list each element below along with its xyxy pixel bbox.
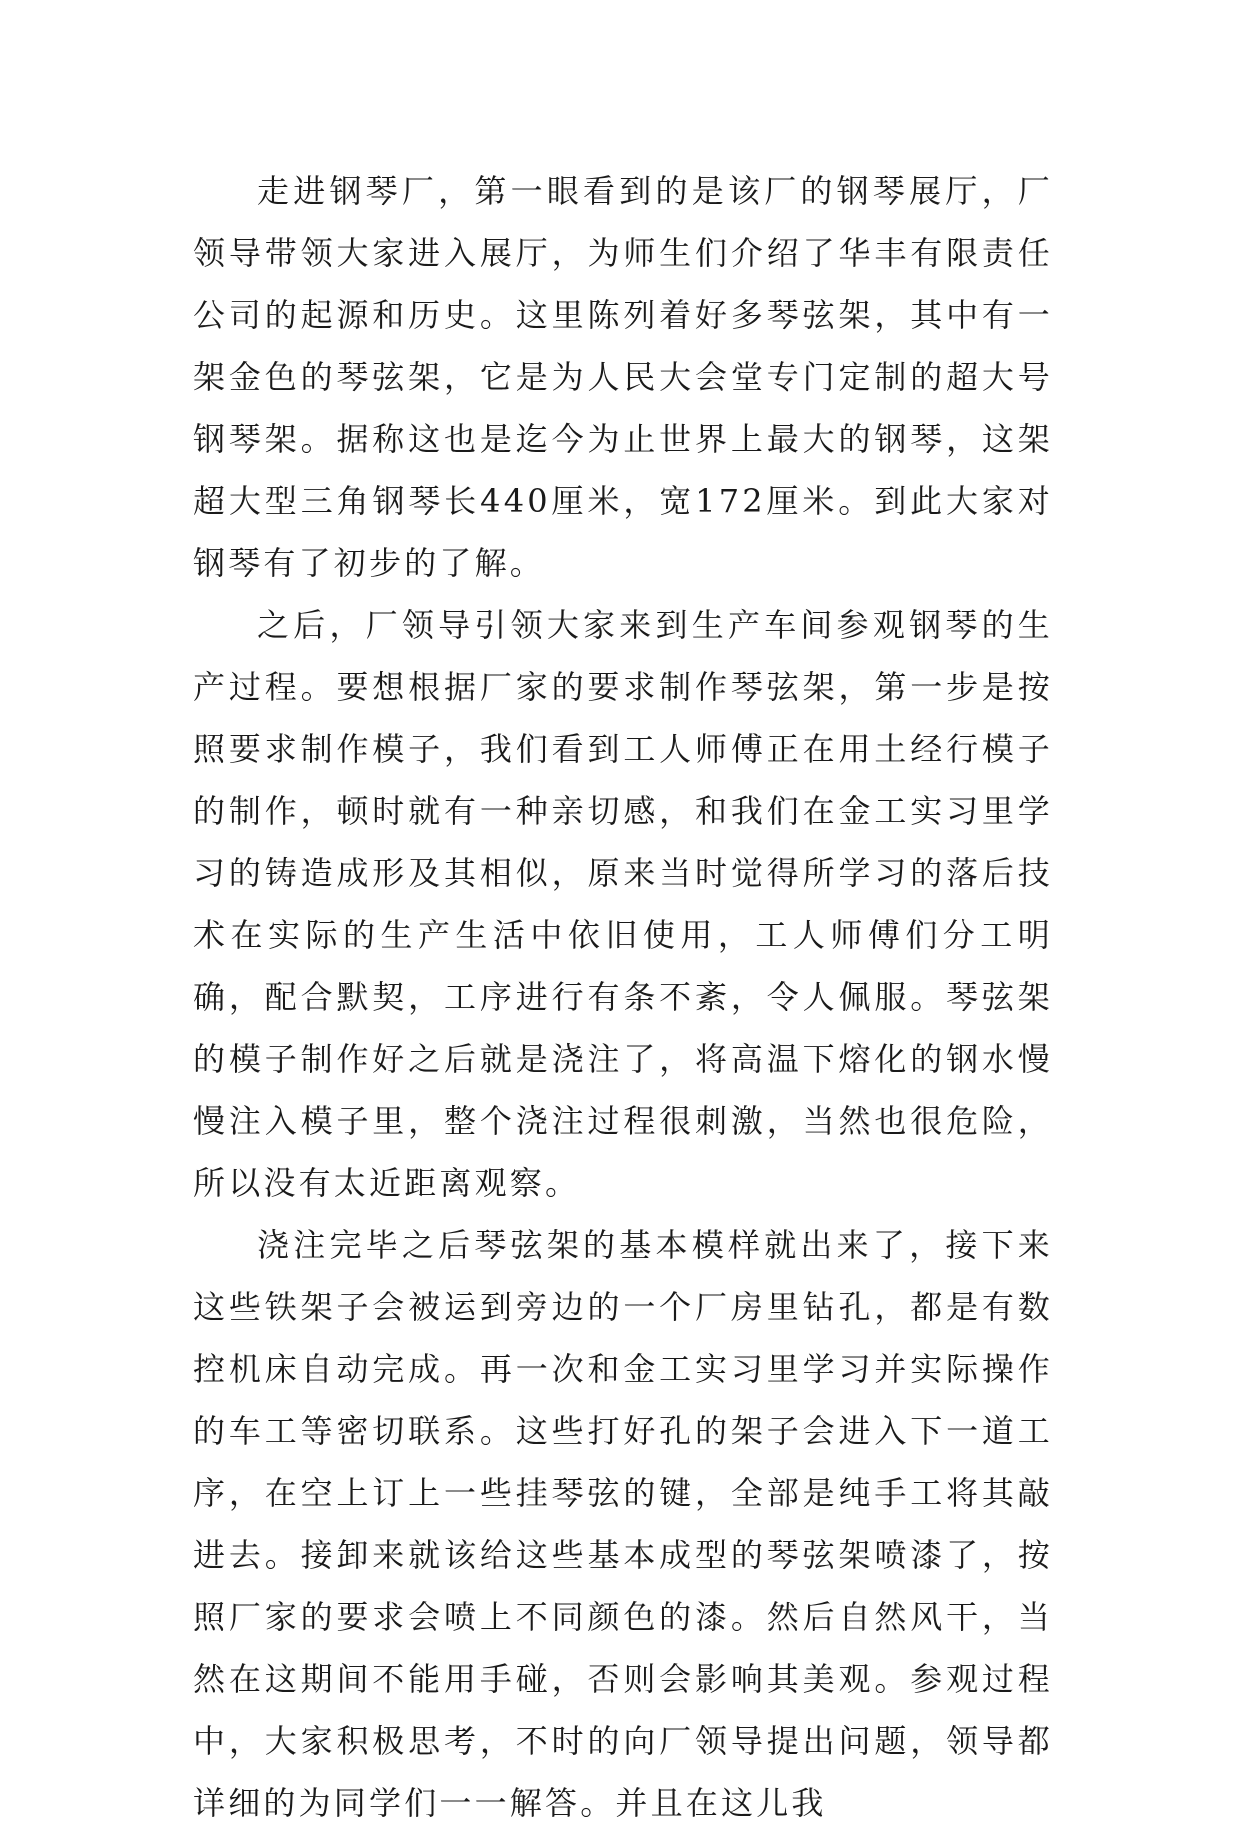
paragraph-1: 走进钢琴厂，第一眼看到的是该厂的钢琴展厅，厂领导带领大家进入展厅，为师生们介绍了华丰有限责任公司的起源和历史。这里陈列着好多琴弦架，其中有一架金色的琴弦架，它是为人民大会堂专门定制的超大号钢琴架。据称这也是迄今为止世界上最大的钢琴，这架超大型三角钢琴长440厘米，宽172厘米。到此大家对钢琴有了初步的了解。 xyxy=(193,172,1053,582)
paragraph-3: 浇注完毕之后琴弦架的基本模样就出来了，接下来这些铁架子会被运到旁边的一个厂房里钻孔，都是有数控机床自动完成。再一次和金工实习里学习并实际操作的车工等密切联系。这些打好孔的架子会进入下一道工序，在空上订上一些挂琴弦的键，全部是纯手工将其敲进去。接卸来就该给这些基本成型的琴弦架喷漆了，按照厂家的要求会喷上不同颜色的漆。然后自然风干，当然在这期间不能用手碰，否则会影响其美观。参观过程中，大家积极思考，不时的向厂领导提出问题，领导都详细的为同学们一一解答。并且在这儿我 xyxy=(193,1226,1053,1822)
document-body xyxy=(193,160,1053,1834)
paragraph-2: 之后，厂领导引领大家来到生产车间参观钢琴的生产过程。要想根据厂家的要求制作琴弦架，第一步是按照要求制作模子，我们看到工人师傅正在用土经行模子的制作，顿时就有一种亲切感，和我们在金工实习里学习的铸造成形及其相似，原来当时觉得所学习的落后技术在实际的生产生活中依旧使用，工人师傅们分工明确，配合默契，工序进行有条不紊，令人佩服。琴弦架的模子制作好之后就是浇注了，将高温下熔化的钢水慢慢注入模子里，整个浇注过程很刺激，当然也很危险，所以没有太近距离观察。 xyxy=(193,606,1053,1202)
